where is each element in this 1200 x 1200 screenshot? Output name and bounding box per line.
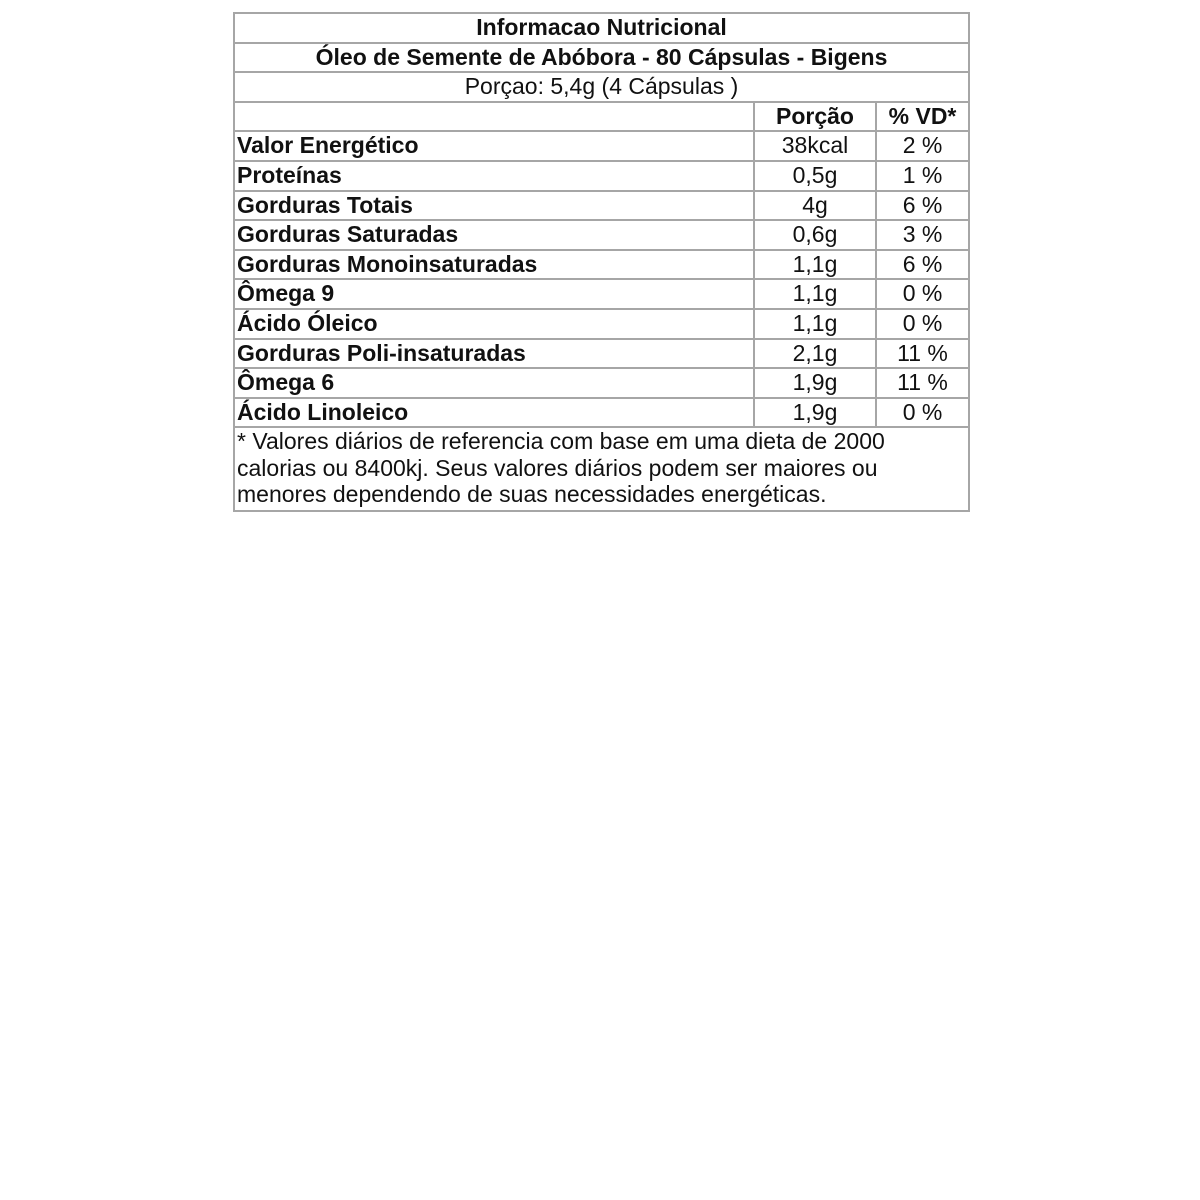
nutrient-portion: 2,1g (754, 339, 876, 369)
nutrient-name: Proteínas (234, 161, 754, 191)
table-title: Informacao Nutricional (234, 13, 969, 43)
nutrient-vd: 3 % (876, 220, 969, 250)
footnote: * Valores diários de referencia com base em uma dieta de 2000 calorias ou 8400kj. Seus valores diários podem ser maiores ou menores dependendo de suas necessidades energéticas. (234, 427, 969, 510)
table-row (234, 220, 969, 250)
nutrient-vd: 0 % (876, 398, 969, 428)
nutrient-name: Ácido Linoleico (234, 398, 754, 428)
nutrient-name: Ômega 6 (234, 368, 754, 398)
nutrient-name: Valor Energético (234, 131, 754, 161)
nutrient-vd: 2 % (876, 131, 969, 161)
table-row (234, 250, 969, 280)
header-portion: Porção (754, 102, 876, 132)
product-name: Óleo de Semente de Abóbora - 80 Cápsulas - Bigens (234, 43, 969, 73)
table-row (234, 398, 969, 428)
nutrient-vd: 11 % (876, 339, 969, 369)
table-row (234, 339, 969, 369)
nutrient-vd: 6 % (876, 191, 969, 221)
nutrient-name: Gorduras Saturadas (234, 220, 754, 250)
serving-size: Porçao: 5,4g (4 Cápsulas ) (234, 72, 969, 102)
nutrient-portion: 1,1g (754, 279, 876, 309)
table-row (234, 368, 969, 398)
product-row (234, 43, 969, 73)
nutrient-vd: 0 % (876, 309, 969, 339)
nutrient-portion: 0,5g (754, 161, 876, 191)
nutrient-name: Gorduras Monoinsaturadas (234, 250, 754, 280)
nutrient-portion: 38kcal (754, 131, 876, 161)
table-row (234, 191, 969, 221)
nutrient-portion: 1,1g (754, 250, 876, 280)
nutrient-portion: 1,1g (754, 309, 876, 339)
header-row (234, 102, 969, 132)
nutrient-portion: 1,9g (754, 398, 876, 428)
table-row (234, 131, 969, 161)
serving-row (234, 72, 969, 102)
nutrient-name: Gorduras Poli-insaturadas (234, 339, 754, 369)
title-row (234, 13, 969, 43)
table-row (234, 279, 969, 309)
header-name (234, 102, 754, 132)
nutrient-vd: 0 % (876, 279, 969, 309)
header-vd: % VD* (876, 102, 969, 132)
nutrient-portion: 0,6g (754, 220, 876, 250)
nutrient-name: Ômega 9 (234, 279, 754, 309)
table-row (234, 309, 969, 339)
nutrient-portion: 1,9g (754, 368, 876, 398)
table-row (234, 161, 969, 191)
nutrient-vd: 6 % (876, 250, 969, 280)
nutrient-portion: 4g (754, 191, 876, 221)
nutrition-table (233, 12, 970, 512)
nutrient-vd: 1 % (876, 161, 969, 191)
nutrient-name: Gorduras Totais (234, 191, 754, 221)
nutrient-vd: 11 % (876, 368, 969, 398)
footnote-row (234, 427, 969, 510)
nutrient-name: Ácido Óleico (234, 309, 754, 339)
